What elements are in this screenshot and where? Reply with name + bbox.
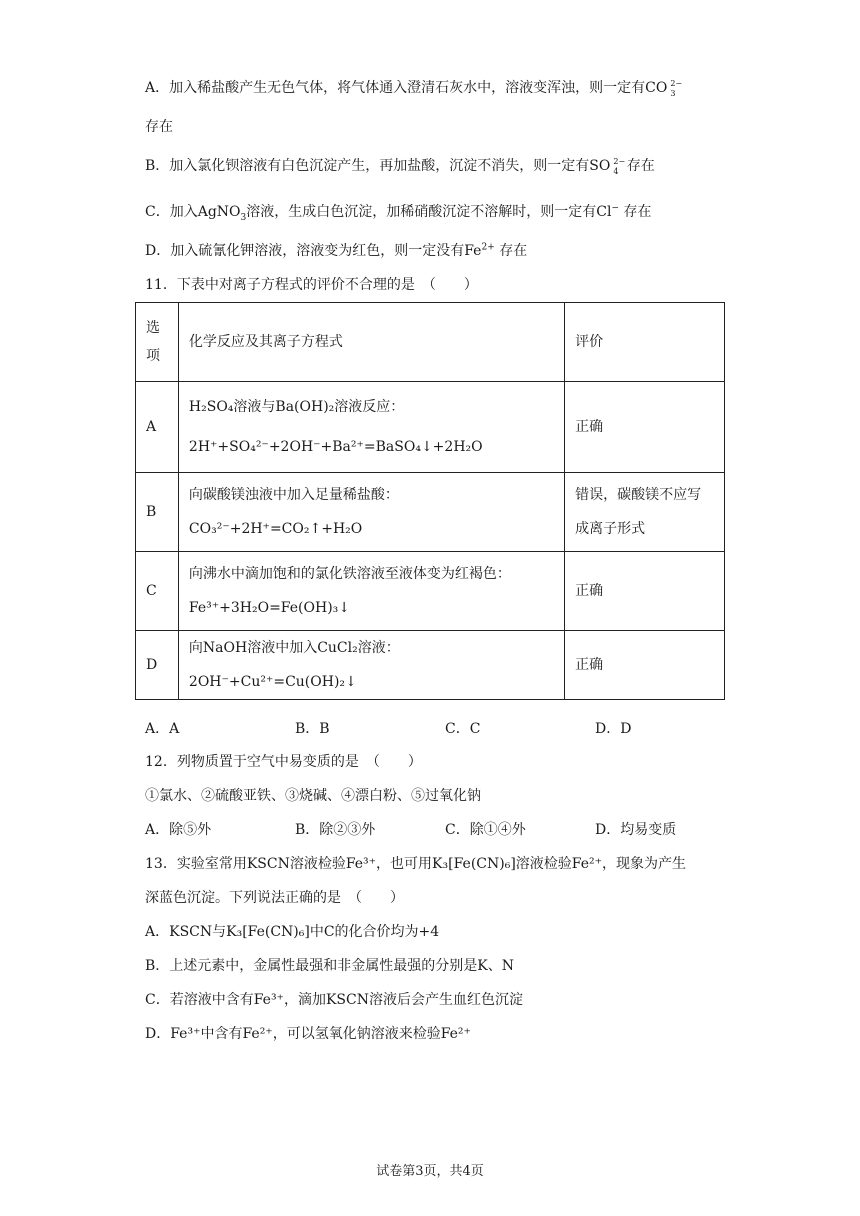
q12-list: ①氯水、②硫酸亚铁、③烧碱、④漂白粉、⑤过氧化钠 [145, 788, 481, 804]
header-evaluation: 评价 [565, 303, 725, 382]
q12-option-c: C．除①④外 [445, 822, 526, 838]
row-evaluation: 正确 [565, 552, 725, 631]
q13-option-a: A．KSCN与K₃[Fe(CN)₆]中C的化合价均为+4 [145, 924, 440, 940]
q11-option-c: C．C [445, 721, 481, 737]
ion-charge: 2− 3 [670, 79, 683, 98]
row-reaction: 向碳酸镁浊液中加入足量稀盐酸：CO₃²⁻+2H⁺=CO₂↑+H₂O [178, 473, 564, 552]
row-option: B [136, 473, 179, 552]
q13-option-d: D．Fe³⁺中含有Fe²⁺，可以氢氧化钠溶液来检验Fe²⁺ [145, 1026, 471, 1042]
q13-stem-line1: 13．实验室常用KSCN溶液检验Fe³⁺，也可用K₃[Fe(CN)₆]溶液检验Fe²⁺，现象为产生 [145, 856, 687, 872]
row-reaction: 向NaOH溶液中加入CuCl₂溶液：2OH⁻+Cu²⁺=Cu(OH)₂↓ [178, 631, 564, 700]
q12-option-a: A．除⑤外 [145, 822, 212, 838]
table-row [136, 382, 725, 473]
q10-option-a-cont: 存在 [145, 119, 173, 135]
row-option: D [136, 631, 179, 700]
q11-option-a: A．A [145, 721, 180, 737]
table-row [136, 552, 725, 631]
row-evaluation: 正确 [565, 382, 725, 473]
header-option: 选项 [136, 303, 179, 382]
q11-option-d: D．D [595, 721, 632, 737]
row-evaluation: 错误，碳酸镁不应写 成离子形式 [565, 473, 725, 552]
q10-option-d: D．加入硫氰化钾溶液，溶液变为红色，则一定没有$Fe^{2+}$ 存在 [145, 242, 528, 259]
table-row [136, 473, 725, 552]
q10-option-a: A．加入稀盐酸产生无色气体，将气体通入澄清石灰水中，溶液变浑浊，则一定有CO 2− 3 [145, 79, 683, 98]
q13-stem-line2: 深蓝色沉淀。下列说法正确的是 （ ） [145, 890, 404, 906]
row-reaction: H₂SO₄溶液与Ba(OH)₂溶液反应： 2H⁺+SO₄²⁻+2OH⁻+Ba²⁺=BaSO₄↓+2H₂O [178, 382, 564, 473]
q13-option-b: B．上述元素中，金属性最强和非金属性最强的分别是K、N [145, 958, 514, 974]
q12-stem: 12．列物质置于空气中易变质的是 （ ） [145, 754, 422, 770]
ion-charge: 2− 4 [613, 157, 626, 176]
q11-option-b: B．B [295, 721, 330, 737]
row-reaction: 向沸水中滴加饱和的氯化铁溶液至液体变为红褐色： Fe³⁺+3H₂O=Fe(OH)₃↓ [178, 552, 564, 631]
page-footer: 试卷第3页，共4页 [376, 1164, 484, 1179]
q12-option-d: D．均易变质 [595, 822, 677, 838]
q13-option-c: C．若溶液中含有Fe³⁺，滴加KSCN溶液后会产生血红色沉淀 [145, 992, 523, 1008]
table-header-row [136, 303, 725, 382]
table-row [136, 631, 725, 700]
q11-table [135, 302, 725, 700]
row-evaluation: 正确 [565, 631, 725, 700]
q10-option-b: B．加入氯化钡溶液有白色沉淀产生，再加盐酸，沉淀不消失，则一定有SO 2− 4 存在 [145, 157, 655, 176]
q11-stem: 11．下表中对离子方程式的评价不合理的是 （ ） [145, 277, 478, 293]
q10-option-c: C．加入AgNO$_3$溶液，生成白色沉淀，加稀硝酸沉淀不溶解时，则一定有Cl− 存在 [145, 203, 652, 223]
q12-option-b: B．除②③外 [295, 822, 376, 838]
row-option: A [136, 382, 179, 473]
row-option: C [136, 552, 179, 631]
header-reaction: 化学反应及其离子方程式 [178, 303, 564, 382]
